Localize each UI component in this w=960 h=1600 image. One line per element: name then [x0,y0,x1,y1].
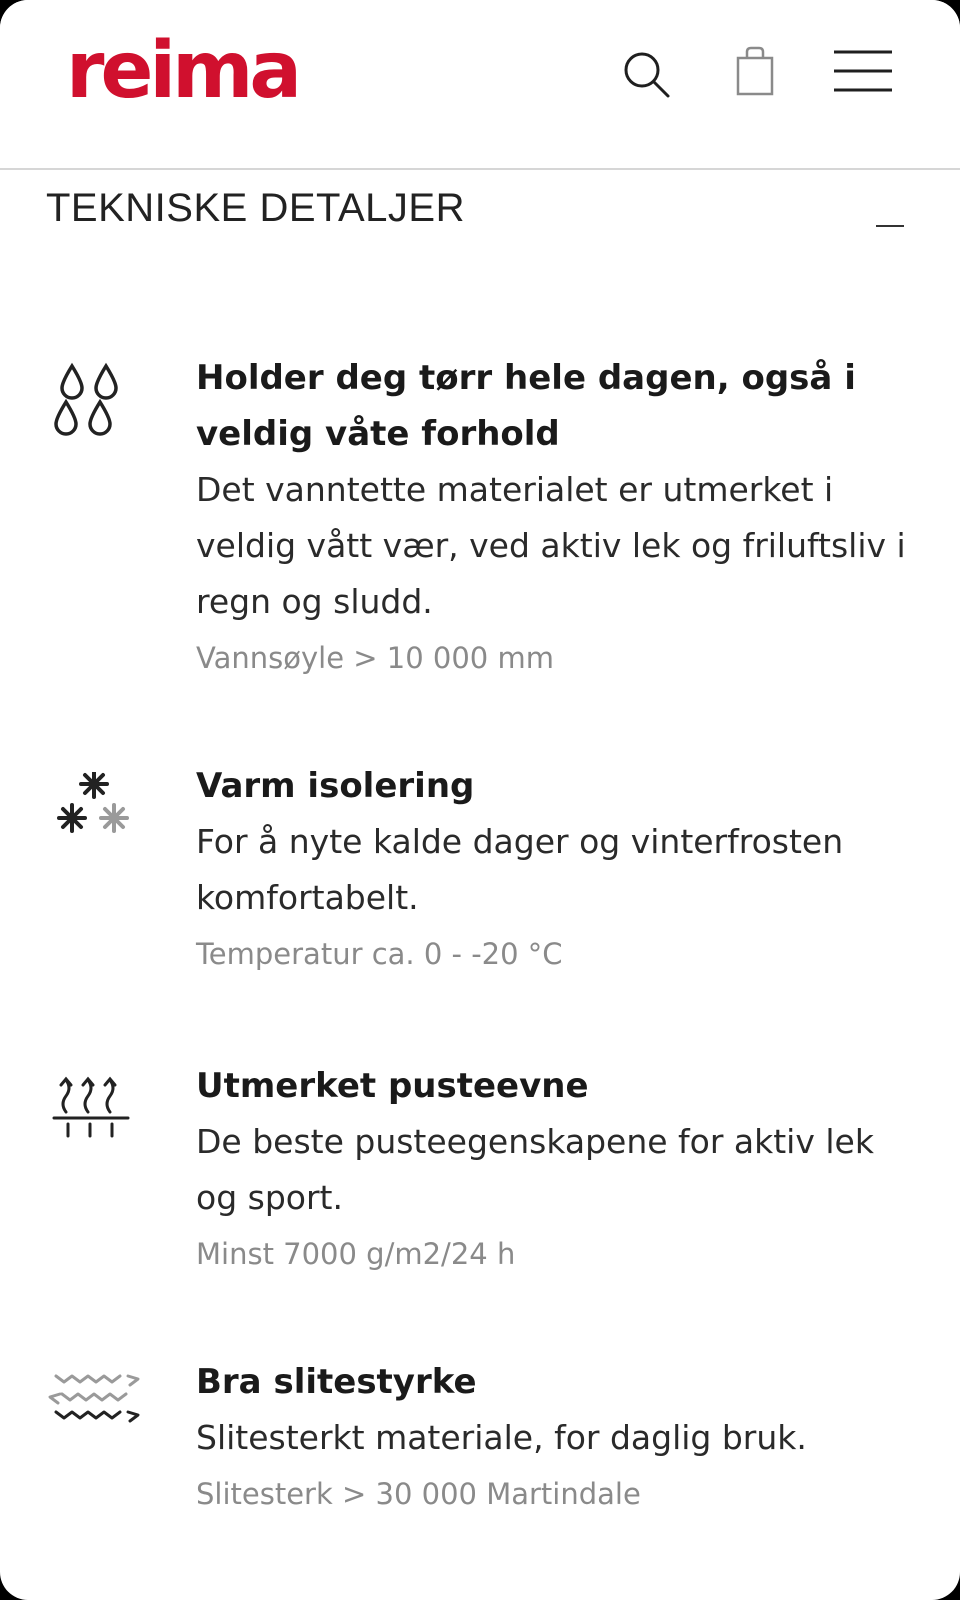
shopping-bag-icon [718,40,788,110]
feature-spec: Temperatur ca. 0 - -20 °C [196,937,563,971]
feature-description: De beste pusteegenskapene for aktiv lek og sport. [196,1122,874,1217]
site-header [0,0,960,170]
feature-description: For å nyte kalde dager og vinterfrosten komfortabelt. [196,822,844,917]
feature-title: Utmerket pusteevne [196,1066,589,1106]
feature-description: Det vanntette materialet er utmerket i veldig vått vær, ved aktiv lek og friluftsliv i regn og sludd. [196,470,906,621]
feature-title: Holder deg tørr hele dagen, også i veldig våte forhold [196,358,856,454]
feature-spec: Vannsøyle > 10 000 mm [196,641,554,675]
menu-button[interactable] [830,40,900,110]
abrasion-waves-icon [48,1372,148,1472]
feature-title: Bra slitestyrke [196,1362,477,1402]
collapse-minus-icon[interactable] [870,192,910,232]
feature-spec: Slitesterk > 30 000 Martindale [196,1477,641,1511]
feature-spec: Minst 7000 g/m2/24 h [196,1237,516,1271]
brand-logo[interactable]: reima [66,26,299,116]
breathability-arrows-icon [48,1074,148,1174]
search-icon [612,40,682,110]
snowflakes-icon [48,772,148,872]
section-title: TEKNISKE DETALJER [46,186,465,230]
feature-title: Varm isolering [196,766,475,806]
feature-description: Slitesterkt materiale, for daglig bruk. [196,1418,807,1457]
search-button[interactable] [612,40,682,110]
water-drops-icon [48,356,148,456]
technical-details-header[interactable] [0,170,960,246]
cart-button[interactable] [718,40,788,110]
hamburger-menu-icon [830,40,900,110]
